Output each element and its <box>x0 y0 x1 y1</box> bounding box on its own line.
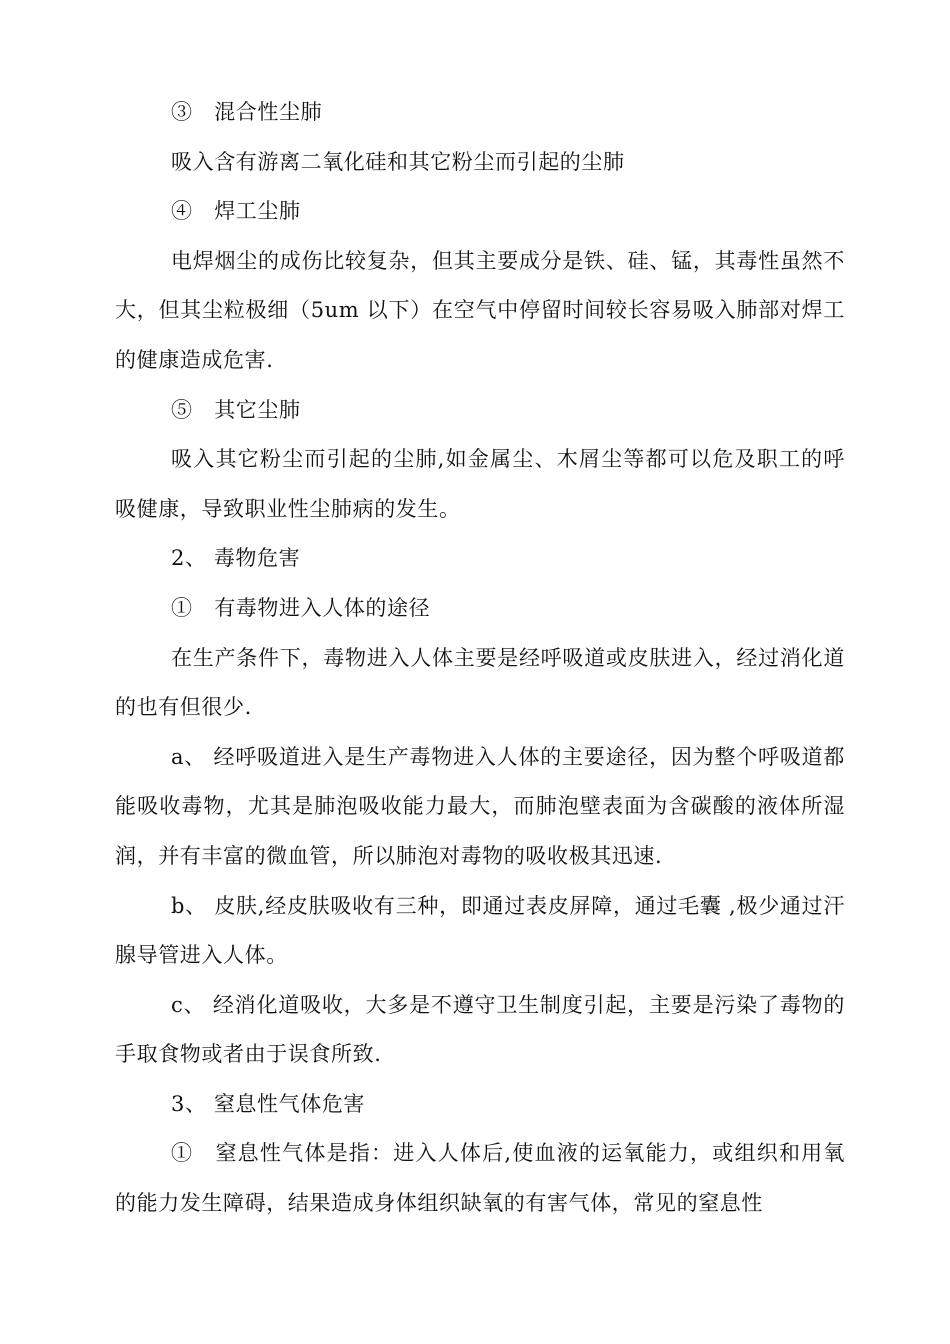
section-heading-asphyxiant-gas: 3、 窒息性气体危害 <box>171 1091 366 1116</box>
subheading-welder-pneumoconiosis: ④ 焊工尘肺 <box>171 199 301 224</box>
paragraph-skin-route: b、 皮肤,经皮肤吸收有三种，即通过表皮屏障，通过毛囊 ,极少通过汗腺导管进入人体。 <box>115 893 845 968</box>
document-body <box>115 88 845 1229</box>
paragraph-welder-pneumoconiosis: 电焊烟尘的成伤比较复杂，但其主要成分是铁、硅、锰，其毒性虽然不大，但其尘粒极细（5um 以下）在空气中停留时间较长容易吸入肺部对焊工的健康造成危害. <box>115 248 845 372</box>
paragraph-digestive-route: c、 经消化道吸收，大多是不遵守卫生制度引起，主要是污染了毒物的手取食物或者由于误食所致. <box>115 992 845 1067</box>
paragraph-mixed-pneumoconiosis: 吸入含有游离二氧化硅和其它粉尘而引起的尘肺 <box>171 149 625 174</box>
subheading-mixed-pneumoconiosis: ③ 混合性尘肺 <box>171 100 323 124</box>
paragraph-toxin-entry-overview: 在生产条件下，毒物进入人体主要是经呼吸道或皮肤进入，经过消化道的也有但很少. <box>115 645 845 720</box>
paragraph-asphyxiant-gas-definition: ① 窒息性气体是指：进入人体后,使血液的运氧能力，或组织和用氧的能力发生障碍，结果造成身体组织缺氧的有害气体，常见的窒息性 <box>115 1141 845 1216</box>
subheading-other-pneumoconiosis: ⑤ 其它尘肺 <box>171 397 301 422</box>
paragraph-other-pneumoconiosis: 吸入其它粉尘而引起的尘肺,如金属尘、木屑尘等都可以危及职工的呼吸健康，导致职业性尘肺病的发生。 <box>115 447 845 521</box>
paragraph-respiratory-route: a、 经呼吸道进入是生产毒物进入人体的主要途径，因为整个呼吸道都能吸收毒物，尤其是肺泡吸收能力最大，而肺泡壁表面为含碳酸的液体所湿润，并有丰富的微血管，所以肺泡对毒物的吸收极其迅速. <box>115 744 845 868</box>
subheading-toxin-entry-routes: ① 有毒物进入人体的途径 <box>171 595 431 620</box>
section-heading-toxic-hazards: 2、 毒物危害 <box>171 546 301 571</box>
